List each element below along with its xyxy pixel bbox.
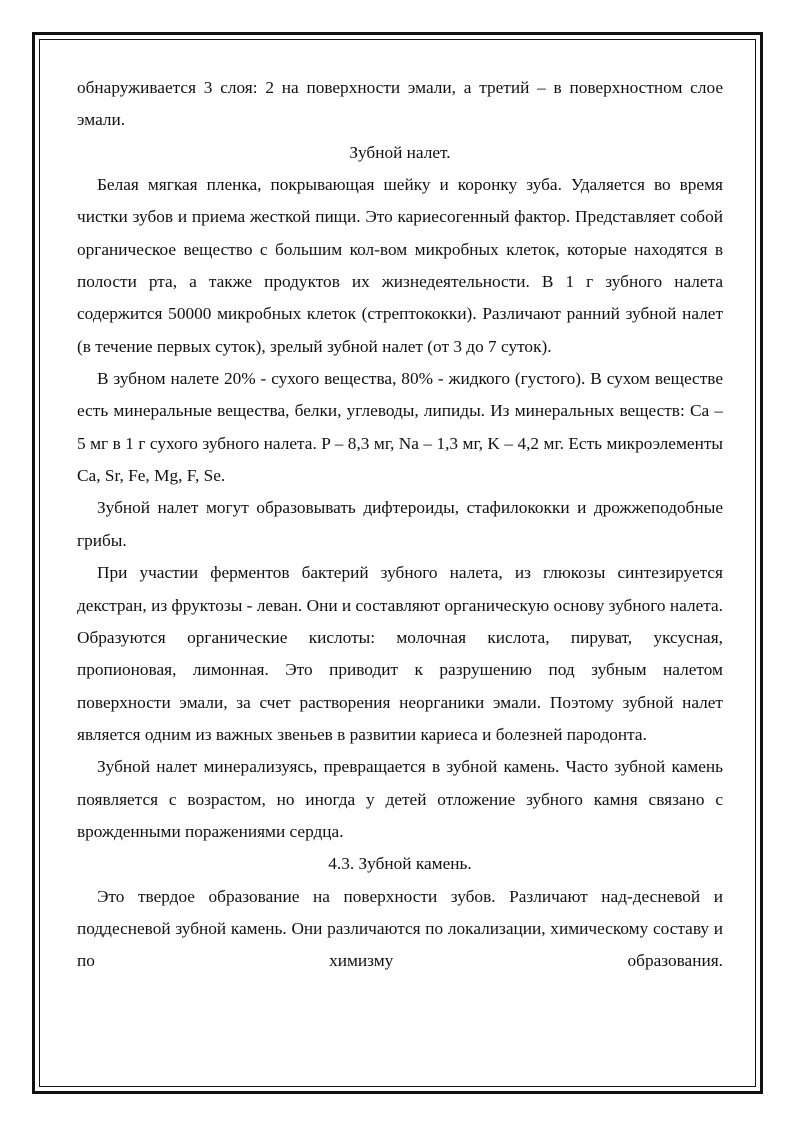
paragraph-plaque-definition: Белая мягкая пленка, покрывающая шейку и коронку зуба. Удаляется во время чистки зубов и приема жесткой пищи. Это кариесогенный фактор. Представляет собой органическое вещество с большим кол-вом микробных клеток, которые находятся в полости рта, а также продуктов их жизнедеятельности. В 1 г зубного налета содержится 50000 микробных клеток (стрептококки). Различают ранний зубной налет (в течение первых суток), зрелый зубной налет (от 3 до 7 суток). <box>77 175 723 356</box>
paragraph-calculus-definition: Это твердое образование на поверхности зубов. Различают над-десневой и поддесневой зубной камень. Они различаются по локализации, химическому составу и по химизму образования. <box>77 886 723 971</box>
section-heading-dental-plaque: Зубной налет. <box>349 142 451 162</box>
section-heading-dental-calculus: 4.3. Зубной камень. <box>328 854 472 874</box>
paragraph-plaque-mineralization: Зубной налет минерализуясь, превращается в зубной камень. Часто зубной камень появляется с возрастом, но иногда у детей отложение зубного камня связано с врожденными поражениями сердца. <box>77 757 723 841</box>
paragraph-plaque-organisms: Зубной налет могут образовывать дифтероиды, стафилококки и дрожжеподобные грибы. <box>77 498 723 550</box>
paragraph-continuation: обнаруживается 3 слоя: 2 на поверхности эмали, а третий – в поверхностном слое эмали. <box>77 78 723 130</box>
paragraph-plaque-composition: В зубном налете 20% - сухого вещества, 80% - жидкого (густого). В сухом веществе есть минеральные вещества, белки, углеводы, липиды. Из минеральных веществ: Ca – 5 мг в 1 г сухого зубного налета. P – 8,3 мг, Na – 1,3 мг, K – 4,2 мг. Есть микроэлементы Ca, Sr, Fe, Mg, F, Se. <box>77 369 723 486</box>
paragraph-plaque-enzymes: При участии ферментов бактерий зубного налета, из глюкозы синтезируется декстран, из фруктозы - леван. Они и составляют органическую основу зубного налета. Образуются органические кислоты: молочная кислота, пируват, уксусная, пропионовая, лимонная. Это приводит к разрушению под зубным налетом поверхности эмали, за счет растворения неорганики эмали. Поэтому зубной налет является одним из важных звеньев в развитии кариеса и болезней пародонта. <box>77 563 723 744</box>
document-body <box>77 72 723 978</box>
